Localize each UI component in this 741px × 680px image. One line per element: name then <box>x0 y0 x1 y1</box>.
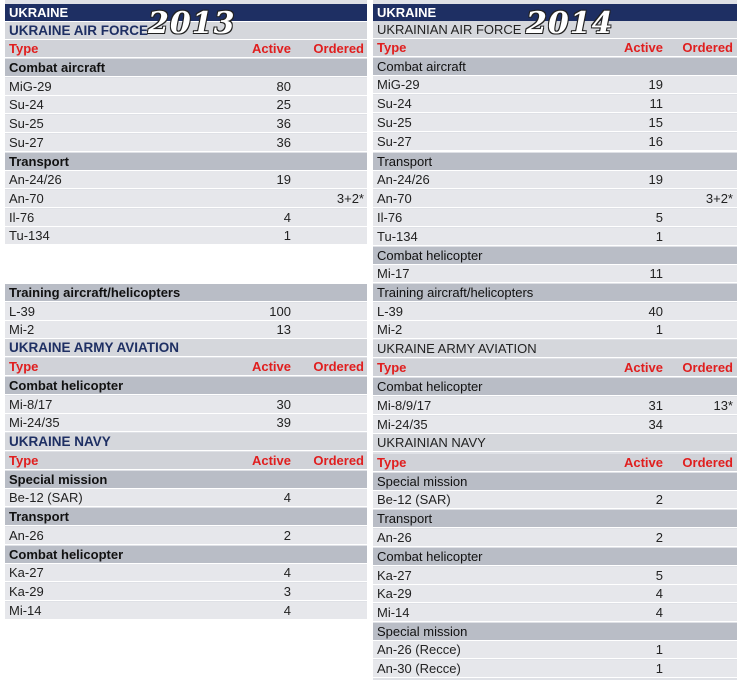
type-cell: Be-12 (SAR) <box>9 490 83 505</box>
type-cell: An-26 (Recce) <box>377 642 461 657</box>
type-column-header: Type <box>377 360 407 375</box>
active-cell: 5 <box>655 210 663 225</box>
type-cell: Su-27 <box>377 134 412 149</box>
category-row <box>5 508 367 526</box>
table-row <box>373 265 737 283</box>
table-row <box>373 567 737 585</box>
type-cell: Mi-8/9/17 <box>377 398 432 413</box>
type-cell: Combat aircraft <box>377 59 466 74</box>
active-cell: 36 <box>276 116 291 131</box>
type-cell: MiG-29 <box>9 79 52 94</box>
type-cell: Transport <box>9 509 69 524</box>
table-row <box>5 115 367 133</box>
type-cell: Mi-24/35 <box>9 415 60 430</box>
type-cell: Special mission <box>377 624 468 639</box>
column-header-row <box>373 39 737 57</box>
column-header-row <box>5 358 367 376</box>
active-cell: 4 <box>655 586 663 601</box>
active-cell: 80 <box>276 79 291 94</box>
table-row <box>5 303 367 321</box>
type-cell: An-26 <box>9 528 44 543</box>
type-cell: An-26 <box>377 530 412 545</box>
type-cell: Su-27 <box>9 135 44 150</box>
table-row <box>373 209 737 227</box>
category-row <box>5 153 367 171</box>
category-row <box>5 471 367 489</box>
ordered-column-header: Ordered <box>682 455 733 470</box>
type-cell: Il-76 <box>9 210 35 225</box>
table-row <box>373 491 737 509</box>
table-row <box>373 416 737 434</box>
table-row <box>373 303 737 321</box>
type-cell: Mi-2 <box>377 322 403 337</box>
active-column-header: Active <box>251 453 291 468</box>
category-row <box>373 58 737 76</box>
column-header-row <box>5 40 367 58</box>
ordered-column-header: Ordered <box>313 41 364 56</box>
type-cell: Be-12 (SAR) <box>377 492 451 507</box>
type-cell: An-70 <box>377 191 412 206</box>
type-cell: Combat helicopter <box>377 379 483 394</box>
type-column-header: Type <box>9 41 39 56</box>
table-row <box>373 190 737 208</box>
type-cell: Su-25 <box>377 115 412 130</box>
type-cell: Ka-27 <box>377 568 412 583</box>
active-cell: 19 <box>276 172 291 187</box>
active-cell: 16 <box>648 134 663 149</box>
active-column-header: Active <box>623 40 663 55</box>
table-row <box>373 397 737 415</box>
type-cell: Su-25 <box>9 116 44 131</box>
active-cell: 1 <box>655 229 663 244</box>
type-cell: Ka-29 <box>9 584 44 599</box>
table-row <box>5 134 367 152</box>
table-row <box>373 321 737 339</box>
table-row <box>373 228 737 246</box>
table-row <box>373 660 737 678</box>
table-2013 <box>5 0 367 620</box>
ordered-cell: 3+2* <box>336 191 364 206</box>
table-row <box>5 227 367 245</box>
type-cell: L-39 <box>9 304 36 319</box>
type-cell: Transport <box>377 511 433 526</box>
ordered-column-header: Ordered <box>313 453 364 468</box>
type-cell: Mi-8/17 <box>9 397 53 412</box>
column-header-row <box>373 454 737 472</box>
table-row <box>5 414 367 432</box>
table-row <box>5 209 367 227</box>
table-row <box>373 641 737 659</box>
category-row <box>5 546 367 564</box>
active-column-header: Active <box>623 455 663 470</box>
active-cell: 5 <box>655 568 663 583</box>
type-cell: Special mission <box>9 472 108 487</box>
active-cell: 3 <box>283 584 291 599</box>
category-row <box>373 247 737 265</box>
active-cell: 4 <box>283 210 291 225</box>
table-row <box>373 133 737 151</box>
type-cell: Combat helicopter <box>9 547 124 562</box>
table-row <box>5 321 367 339</box>
active-column-header: Active <box>251 41 291 56</box>
active-cell: 1 <box>655 322 663 337</box>
type-cell: An-30 (Recce) <box>377 661 461 676</box>
table-row <box>373 171 737 189</box>
type-cell: Transport <box>377 154 433 169</box>
table-row <box>5 583 367 601</box>
ordered-column-header: Ordered <box>313 359 364 374</box>
type-cell: UKRAINE <box>377 5 437 20</box>
active-cell: 4 <box>283 565 291 580</box>
table-2014 <box>373 0 737 680</box>
active-cell: 11 <box>649 266 663 281</box>
type-cell: UKRAINE NAVY <box>9 434 111 449</box>
type-cell: UKRAINE ARMY AVIATION <box>9 340 180 355</box>
type-cell: Mi-17 <box>377 266 410 281</box>
type-cell: Combat aircraft <box>9 60 106 75</box>
type-cell: Su-24 <box>377 96 412 111</box>
type-cell: Ka-29 <box>377 586 412 601</box>
active-cell: 4 <box>283 490 291 505</box>
type-cell: Transport <box>9 154 69 169</box>
year-label-2013: 2013 <box>148 6 236 41</box>
table-row <box>5 527 367 545</box>
type-cell: UKRAINIAN AIR FORCE <box>377 22 522 37</box>
type-cell: UKRAINIAN NAVY <box>377 435 486 450</box>
table-row <box>5 489 367 507</box>
type-cell: Combat helicopter <box>377 549 483 564</box>
category-row <box>373 473 737 491</box>
table-gap <box>5 245 367 284</box>
type-cell: Su-24 <box>9 97 44 112</box>
ordered-column-header: Ordered <box>682 40 733 55</box>
table-row <box>5 396 367 414</box>
active-cell: 19 <box>648 77 663 92</box>
type-column-header: Type <box>377 40 407 55</box>
type-cell: Combat helicopter <box>9 378 124 393</box>
active-cell: 100 <box>269 304 291 319</box>
category-row <box>5 284 367 302</box>
active-cell: 25 <box>276 97 291 112</box>
category-row <box>373 623 737 641</box>
active-cell: 15 <box>648 115 663 130</box>
column-header-row <box>5 452 367 470</box>
table-row <box>5 78 367 96</box>
year-label-2014: 2014 <box>526 6 614 41</box>
ordered-column-header: Ordered <box>682 360 733 375</box>
type-cell: Mi-2 <box>9 322 35 337</box>
type-cell: Mi-24/35 <box>377 417 428 432</box>
type-cell: An-70 <box>9 191 44 206</box>
type-cell: MiG-29 <box>377 77 420 92</box>
type-column-header: Type <box>377 455 407 470</box>
category-row <box>373 284 737 302</box>
category-row <box>373 153 737 171</box>
category-row <box>5 377 367 395</box>
active-cell: 4 <box>283 603 291 618</box>
active-cell: 1 <box>655 642 663 657</box>
type-cell: UKRAINE <box>9 5 69 20</box>
table-row <box>5 171 367 189</box>
type-cell: Ka-27 <box>9 565 44 580</box>
type-cell: An-24/26 <box>377 172 430 187</box>
table-row <box>373 114 737 132</box>
active-cell: 2 <box>283 528 291 543</box>
branch-header <box>5 339 367 357</box>
active-cell: 2 <box>655 492 663 507</box>
type-column-header: Type <box>9 359 39 374</box>
type-cell: Special mission <box>377 474 468 489</box>
branch-header <box>373 340 737 358</box>
ordered-cell: 3+2* <box>705 191 733 206</box>
ordered-cell: 13* <box>713 398 733 413</box>
active-cell: 4 <box>655 605 663 620</box>
active-cell: 1 <box>283 228 291 243</box>
category-row <box>373 548 737 566</box>
active-cell: 1 <box>655 661 663 676</box>
active-cell: 2 <box>655 530 663 545</box>
table-row <box>373 585 737 603</box>
active-cell: 19 <box>648 172 663 187</box>
branch-header <box>373 434 737 452</box>
type-cell: UKRAINE ARMY AVIATION <box>377 341 537 356</box>
type-cell: Combat helicopter <box>377 248 483 263</box>
type-cell: Mi-14 <box>9 603 42 618</box>
active-column-header: Active <box>623 360 663 375</box>
active-column-header: Active <box>251 359 291 374</box>
active-cell: 30 <box>276 397 291 412</box>
active-cell: 13 <box>276 322 291 337</box>
type-cell: An-24/26 <box>9 172 62 187</box>
active-cell: 31 <box>648 398 663 413</box>
column-header-row <box>373 359 737 377</box>
category-row <box>5 59 367 77</box>
type-cell: Mi-14 <box>377 605 410 620</box>
type-cell: Tu-134 <box>9 228 50 243</box>
table-row <box>373 529 737 547</box>
type-cell: Tu-134 <box>377 229 418 244</box>
category-row <box>373 510 737 528</box>
type-cell: Training aircraft/helicopters <box>377 285 534 300</box>
table-row <box>5 190 367 208</box>
type-column-header: Type <box>9 453 39 468</box>
table-row <box>373 76 737 94</box>
type-cell: Il-76 <box>377 210 403 225</box>
table-gap <box>5 620 367 680</box>
active-cell: 36 <box>276 135 291 150</box>
type-cell: Training aircraft/helicopters <box>9 285 181 300</box>
table-row <box>373 95 737 113</box>
table-row <box>5 564 367 582</box>
active-cell: 34 <box>648 417 663 432</box>
active-cell: 39 <box>276 415 291 430</box>
type-cell: UKRAINE AIR FORCE <box>9 23 149 38</box>
active-cell: 11 <box>649 96 663 111</box>
category-row <box>373 378 737 396</box>
table-row <box>373 604 737 622</box>
branch-header <box>5 433 367 451</box>
table-row <box>5 602 367 620</box>
table-row <box>5 96 367 114</box>
active-cell: 40 <box>648 304 663 319</box>
type-cell: L-39 <box>377 304 404 319</box>
